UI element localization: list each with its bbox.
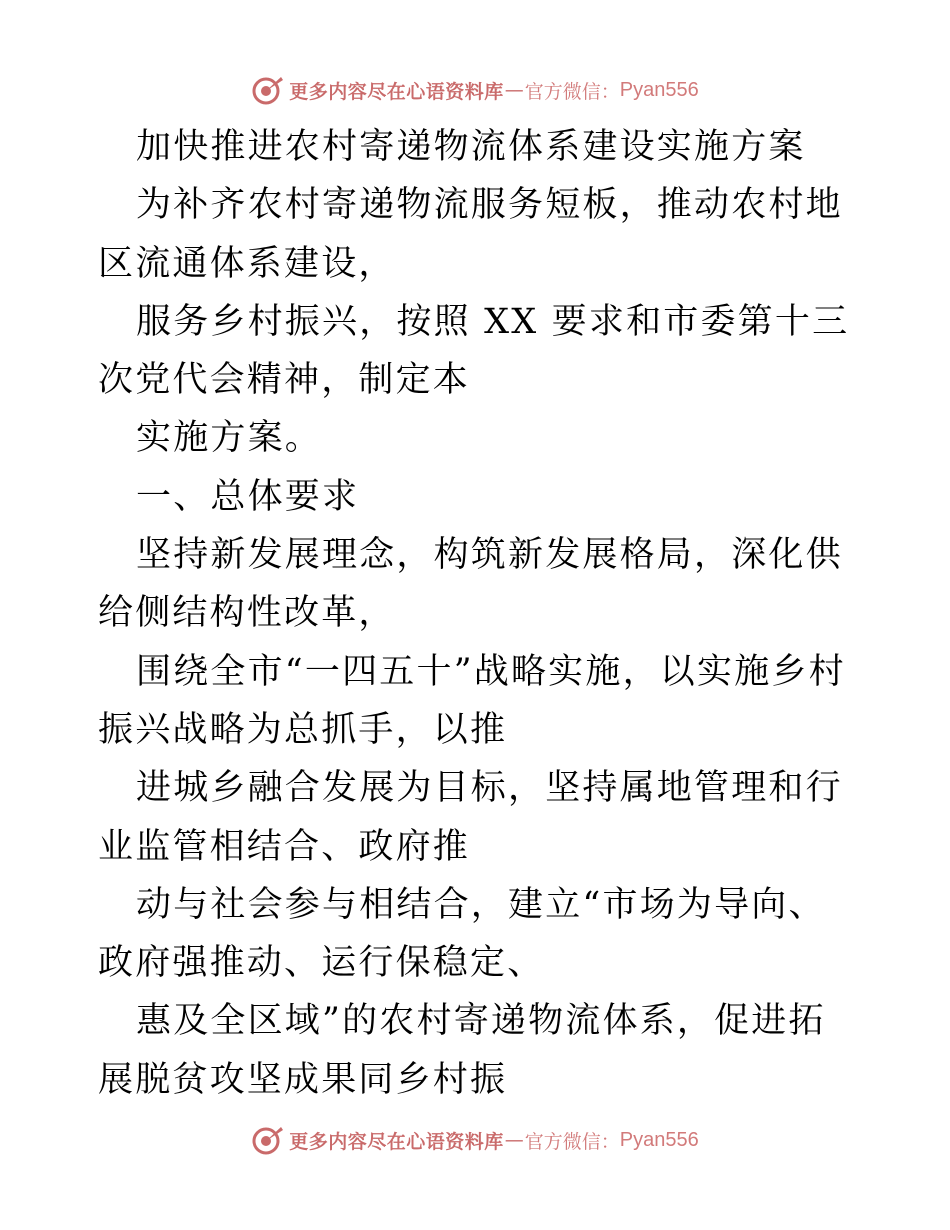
pen-logo-icon bbox=[251, 1123, 285, 1157]
watermark-wechat-id: Pyan556 bbox=[619, 1128, 699, 1151]
paragraph: 围绕全市“一四五十”战略实施，以实施乡村振兴战略为总抓手，以推 bbox=[98, 651, 846, 750]
paragraph: 惠及全区域”的农村寄递物流体系，促进拓展脱贫攻坚成果同乡村振 bbox=[98, 1001, 826, 1100]
watermark-separator: — bbox=[504, 1129, 524, 1151]
paragraph: 坚持新发展理念，构筑新发展格局，深化供给侧结构性改革， bbox=[98, 535, 843, 634]
watermark-contact-label: 官方微信： bbox=[524, 80, 620, 103]
document-title: 加快推进农村寄递物流体系建设实施方案 bbox=[136, 127, 806, 167]
watermark-wechat-id: Pyan556 bbox=[619, 78, 699, 101]
watermark-text: 更多内容尽在心语资料库 bbox=[289, 1130, 504, 1153]
paragraph: 进城乡融合发展为目标，坚持属地管理和行业监管相结合、政府推 bbox=[98, 768, 843, 867]
document-body bbox=[98, 118, 858, 1109]
header-watermark bbox=[0, 70, 950, 110]
section-heading: 一、总体要求 bbox=[136, 476, 360, 517]
paragraph: 服务乡村振兴，按照 XX 要求和市委第十三次党代会精神，制定本 bbox=[98, 301, 850, 401]
watermark-separator: — bbox=[504, 79, 524, 101]
footer-watermark bbox=[0, 1120, 950, 1160]
pen-logo-icon bbox=[251, 73, 285, 107]
paragraph: 实施方案。 bbox=[136, 418, 323, 459]
watermark-text: 更多内容尽在心语资料库 bbox=[289, 80, 504, 103]
paragraph: 为补齐农村寄递物流服务短板，推动农村地区流通体系建设， bbox=[98, 185, 843, 284]
paragraph: 动与社会参与相结合，建立“市场为导向、政府强推动、运行保稳定、 bbox=[98, 884, 826, 984]
watermark-contact-label: 官方微信： bbox=[524, 1130, 620, 1153]
